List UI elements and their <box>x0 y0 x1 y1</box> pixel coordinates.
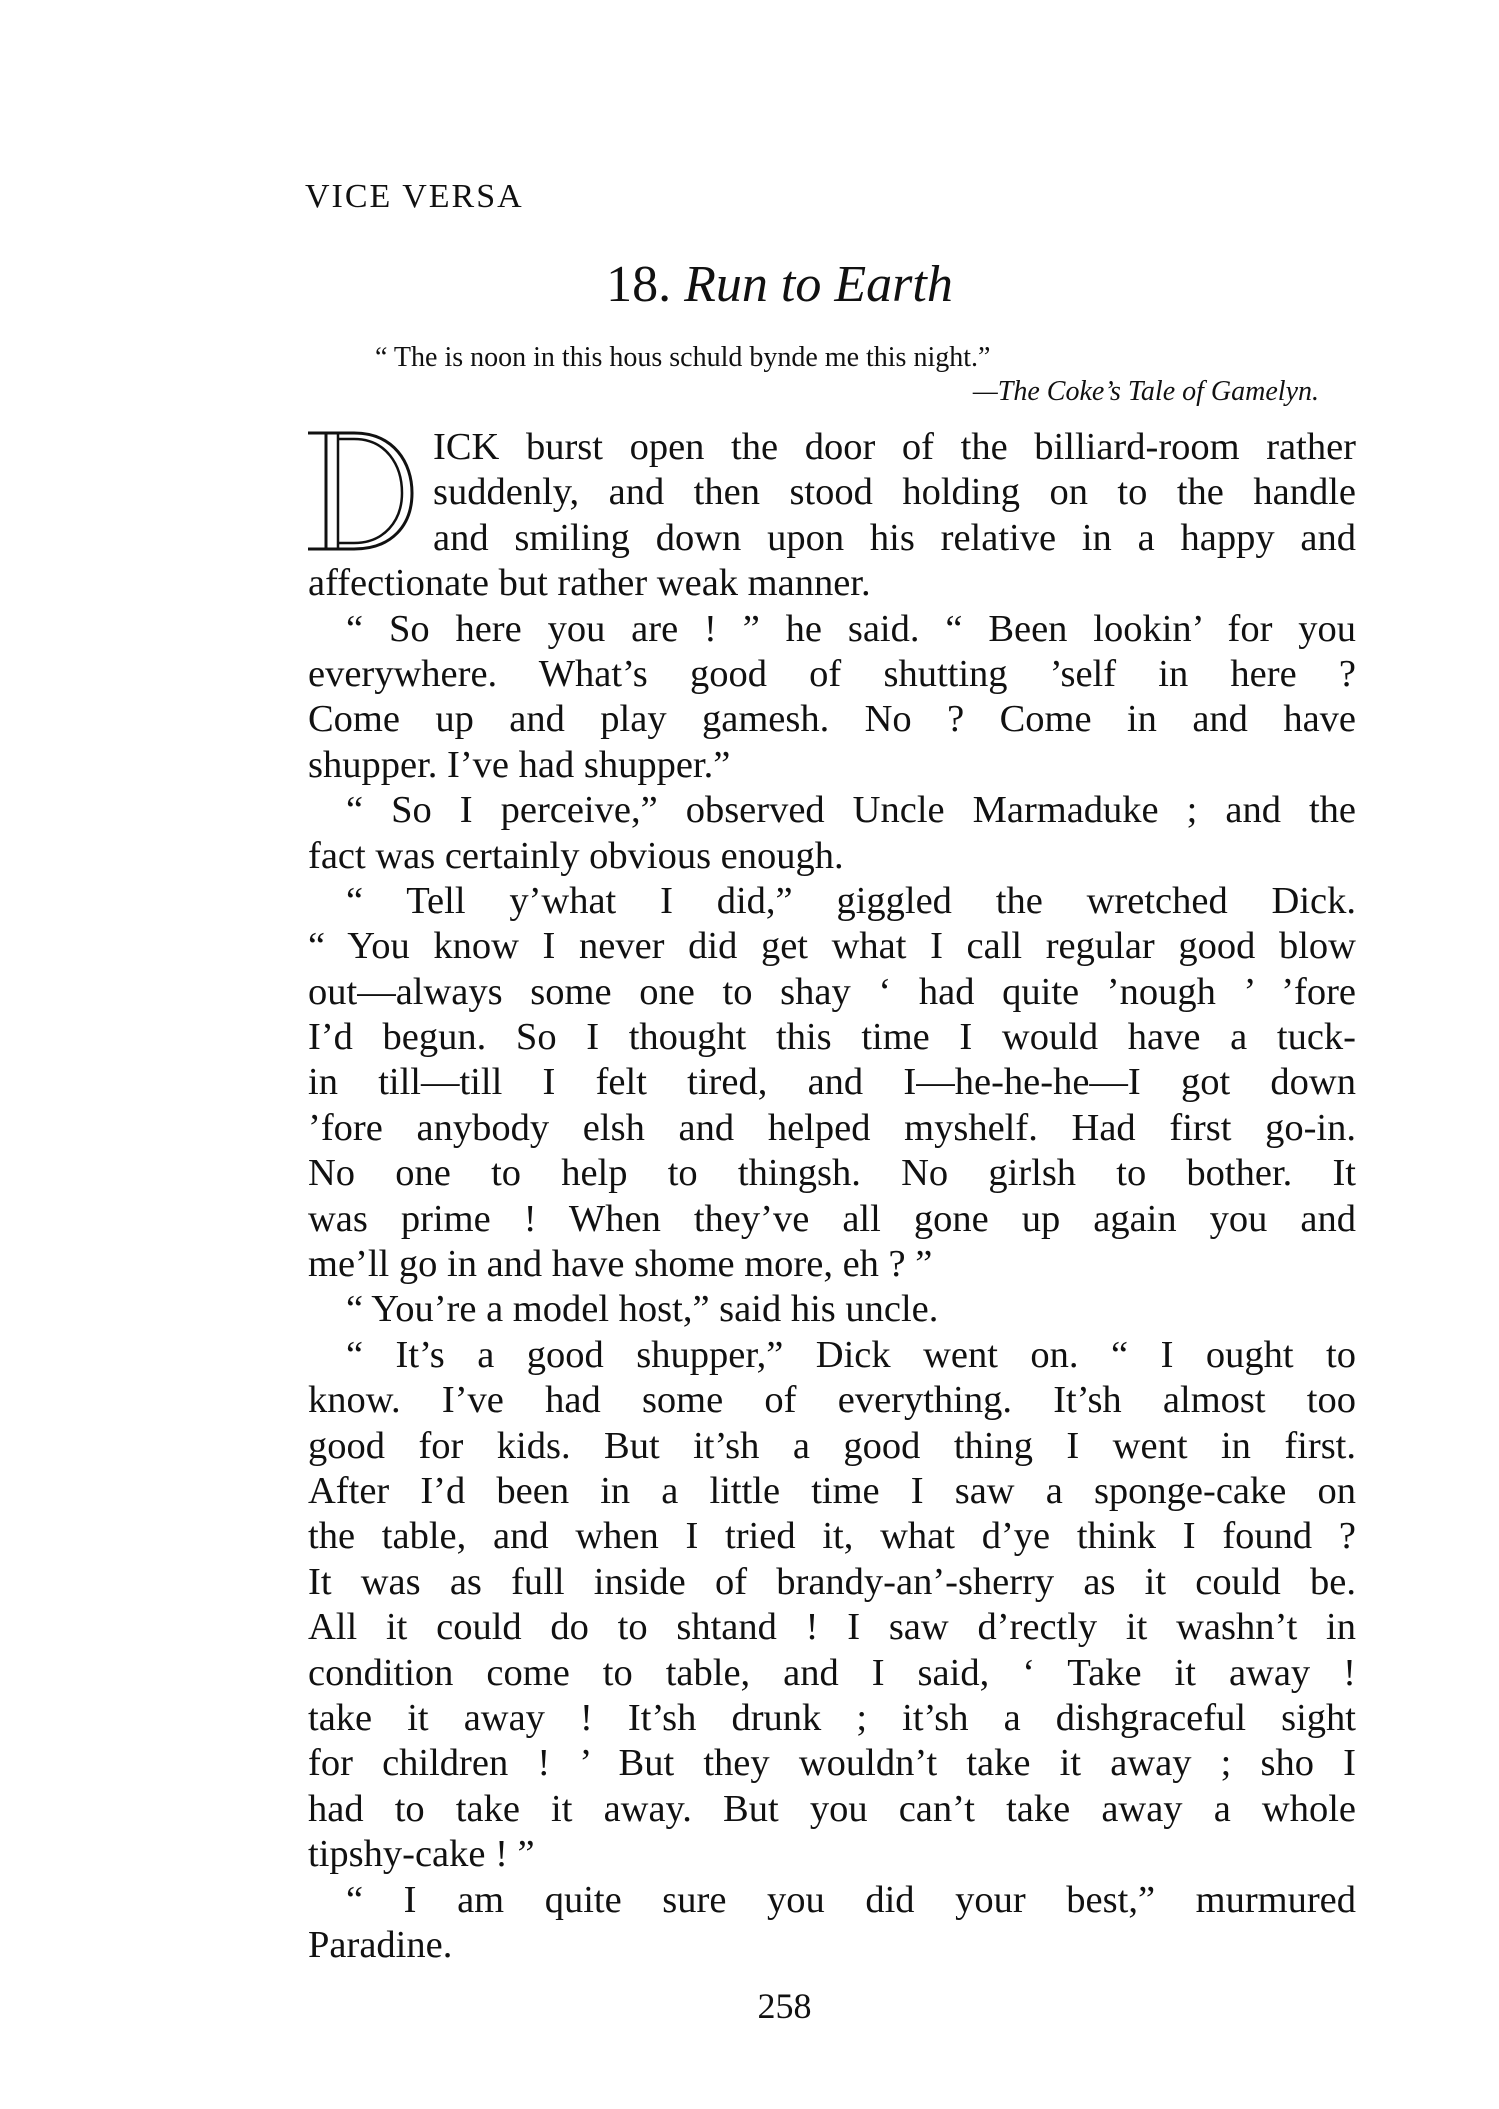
page-number: 258 <box>757 1986 812 2026</box>
drop-cap <box>308 427 420 555</box>
text-line: “ So here you are ! ” he said. “ Been lookin’ for you <box>346 607 1356 650</box>
text-line: me’ll go in and have shome more, eh ? ” <box>308 1243 933 1286</box>
text-line: ’fore anybody elsh and helped myshelf. Had first go-in. <box>308 1106 1356 1149</box>
text-line: ICK burst open the door of the billiard-room rather <box>433 426 1356 468</box>
body-text <box>308 425 1356 1968</box>
text-line: shupper. I’ve had shupper.” <box>308 743 731 786</box>
text-line: everywhere. What’s good of shutting ’self in here ? <box>308 652 1356 695</box>
text-line: I’d begun. So I thought this time I would have a tuck- <box>308 1016 1356 1059</box>
text-line: condition come to table, and I said, ‘ Take it away ! <box>308 1651 1356 1694</box>
text-line: out—always some one to shay ‘ had quite ’nough ’ ’fore <box>308 970 1356 1013</box>
chapter-title <box>0 255 1499 314</box>
text-line: “ You know I never did get what I call regular good blow <box>308 925 1356 968</box>
text-line: suddenly, and then stood holding on to the handle <box>433 471 1356 514</box>
text-line: After I’d been in a little time I saw a sponge-cake on <box>308 1469 1356 1512</box>
text-line: in till—till I felt tired, and I—he-he-he—I got down <box>308 1061 1356 1104</box>
text-line: “ Tell y’what I did,” giggled the wretched Dick. <box>346 879 1356 922</box>
text-line: “ So I perceive,” observed Uncle Marmaduke ; and the <box>346 789 1356 832</box>
paragraph <box>308 607 1356 789</box>
paragraph <box>308 1287 1356 1332</box>
text-line: “ I am quite sure you did your best,” murmured <box>346 1878 1356 1921</box>
paragraph <box>308 788 1356 879</box>
paragraph <box>308 1878 1356 1969</box>
text-line: was prime ! When they’ve all gone up again you and <box>308 1197 1356 1240</box>
text-line: affectionate but rather weak manner. <box>308 562 871 605</box>
text-line: for children ! ’ But they wouldn’t take it away ; sho I <box>308 1742 1356 1785</box>
text-line: fact was certainly obvious enough. <box>308 834 844 877</box>
text-line: It was as full inside of brandy-an’-sherry as it could be. <box>308 1560 1356 1603</box>
text-line: know. I’ve had some of everything. It’sh almost too <box>308 1379 1356 1422</box>
paragraph <box>308 1333 1356 1878</box>
paragraph <box>308 879 1356 1288</box>
text-line: the table, and when I tried it, what d’ye think I found ? <box>308 1515 1356 1558</box>
running-head: VICE VERSA <box>305 178 524 215</box>
text-line: No one to help to thingsh. No girlsh to bother. It <box>308 1152 1356 1195</box>
drop-cap-letter <box>308 427 420 555</box>
chapter-name: Run to Earth <box>684 256 953 313</box>
text-line: Paradine. <box>308 1923 453 1966</box>
epigraph-source: —The Coke’s Tale of Gamelyn. <box>972 376 1319 407</box>
epigraph-quote: “ The is noon in this hous schuld bynde me this night.” <box>375 342 991 373</box>
text-line: tipshy-cake ! ” <box>308 1833 535 1876</box>
text-line: “ You’re a model host,” said his uncle. <box>346 1288 939 1331</box>
chapter-number: 18. <box>606 256 672 313</box>
text-line: take it away ! It’sh drunk ; it’sh a dishgraceful sight <box>308 1696 1356 1739</box>
text-line: All it could do to shtand ! I saw d’rectly it washn’t in <box>308 1606 1356 1649</box>
text-line: “ It’s a good shupper,” Dick went on. “ I ought to <box>346 1333 1356 1376</box>
text-line: good for kids. But it’sh a good thing I went in first. <box>308 1424 1356 1467</box>
text-line: had to take it away. But you can’t take away a whole <box>308 1787 1356 1830</box>
text-line: Come up and play gamesh. No ? Come in and have <box>308 698 1356 741</box>
text-line: and smiling down upon his relative in a happy and <box>433 516 1356 559</box>
paragraph <box>308 425 1356 607</box>
